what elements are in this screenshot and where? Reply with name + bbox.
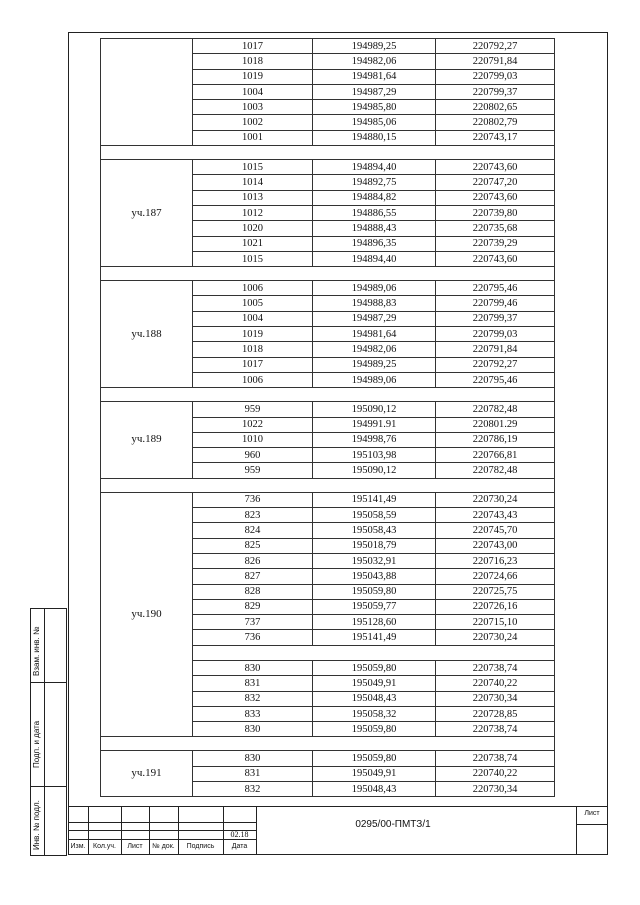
y-coordinate: 220792,27 <box>436 357 555 372</box>
point-number: 830 <box>193 660 313 675</box>
x-coordinate: 194989,25 <box>313 357 436 372</box>
point-number: 1015 <box>193 251 313 266</box>
point-number: 959 <box>193 463 313 478</box>
x-coordinate: 194880,15 <box>313 130 436 145</box>
x-coordinate: 195059,77 <box>313 599 436 614</box>
plot-label: уч.187 <box>101 160 193 267</box>
point-number: 831 <box>193 766 313 781</box>
y-coordinate: 220743,60 <box>436 251 555 266</box>
y-coordinate: 220782,48 <box>436 463 555 478</box>
point-number: 1020 <box>193 221 313 236</box>
point-number: 832 <box>193 782 313 797</box>
table-row <box>101 751 555 766</box>
x-coordinate: 195090,12 <box>313 402 436 417</box>
point-number: 959 <box>193 402 313 417</box>
x-coordinate: 194981,64 <box>313 69 436 84</box>
y-coordinate: 220743,60 <box>436 160 555 175</box>
point-number: 833 <box>193 706 313 721</box>
y-coordinate: 220738,74 <box>436 722 555 737</box>
x-coordinate: 195059,80 <box>313 584 436 599</box>
x-coordinate: 194998,76 <box>313 432 436 447</box>
y-coordinate: 220725,75 <box>436 584 555 599</box>
y-coordinate: 220795,46 <box>436 281 555 296</box>
point-number: 1019 <box>193 69 313 84</box>
point-number: 830 <box>193 722 313 737</box>
point-number: 1015 <box>193 160 313 175</box>
y-coordinate: 220743,60 <box>436 190 555 205</box>
point-number: 1017 <box>193 357 313 372</box>
point-number: 736 <box>193 630 313 645</box>
x-coordinate: 195103,98 <box>313 448 436 463</box>
point-number: 1012 <box>193 205 313 220</box>
y-coordinate: 220740,22 <box>436 766 555 781</box>
date-value: 02.18 <box>230 830 249 839</box>
y-coordinate: 220801.29 <box>436 417 555 432</box>
x-coordinate: 195141,49 <box>313 492 436 507</box>
x-coordinate: 194982,06 <box>313 342 436 357</box>
hdr-izm: Изм. <box>70 843 86 850</box>
hdr-list: Лист <box>127 843 143 850</box>
point-number: 826 <box>193 553 313 568</box>
x-coordinate: 194981,64 <box>313 327 436 342</box>
x-coordinate: 195048,43 <box>313 782 436 797</box>
y-coordinate: 220802,65 <box>436 100 555 115</box>
point-number: 1018 <box>193 342 313 357</box>
point-number: 1004 <box>193 311 313 326</box>
x-coordinate: 195090,12 <box>313 463 436 478</box>
inv-podl-label: Инв. № подл. <box>32 800 41 850</box>
x-coordinate: 195058,32 <box>313 706 436 721</box>
plot-label: уч.190 <box>101 492 193 737</box>
y-coordinate: 220792,27 <box>436 39 555 54</box>
table-row <box>101 281 555 296</box>
table-row <box>101 160 555 175</box>
point-number: 832 <box>193 691 313 706</box>
y-coordinate: 220743,43 <box>436 508 555 523</box>
y-coordinate: 220799,46 <box>436 296 555 311</box>
x-coordinate: 194886,55 <box>313 205 436 220</box>
hdr-podpis: Подпись <box>186 843 215 850</box>
x-coordinate: 195058,43 <box>313 523 436 538</box>
point-number: 827 <box>193 569 313 584</box>
hdr-n-dok: № док. <box>152 843 175 850</box>
y-coordinate: 220730,24 <box>436 630 555 645</box>
x-coordinate: 195059,80 <box>313 751 436 766</box>
group-separator <box>101 388 555 402</box>
y-coordinate: 220730,34 <box>436 782 555 797</box>
x-coordinate: 194892,75 <box>313 175 436 190</box>
plot-label: уч.188 <box>101 281 193 388</box>
x-coordinate: 194982,06 <box>313 54 436 69</box>
point-number: 831 <box>193 676 313 691</box>
document-number: 0295/00-ПМТЗ/1 <box>355 819 431 830</box>
point-number: 1021 <box>193 236 313 251</box>
y-coordinate: 220724,66 <box>436 569 555 584</box>
table-row <box>101 492 555 507</box>
title-block <box>68 806 608 855</box>
y-coordinate: 220791,84 <box>436 54 555 69</box>
empty-row <box>193 645 555 660</box>
x-coordinate: 195059,80 <box>313 722 436 737</box>
point-number: 1013 <box>193 190 313 205</box>
sheet-label: Лист <box>584 810 600 817</box>
point-number: 1022 <box>193 417 313 432</box>
x-coordinate: 195049,91 <box>313 676 436 691</box>
point-number: 1001 <box>193 130 313 145</box>
point-number: 1003 <box>193 100 313 115</box>
y-coordinate: 220730,24 <box>436 492 555 507</box>
x-coordinate: 194989,25 <box>313 39 436 54</box>
y-coordinate: 220791,84 <box>436 342 555 357</box>
plot-label: уч.189 <box>101 402 193 478</box>
point-number: 1004 <box>193 84 313 99</box>
table-row <box>101 39 555 54</box>
y-coordinate: 220799,03 <box>436 69 555 84</box>
y-coordinate: 220782,48 <box>436 402 555 417</box>
y-coordinate: 220799,37 <box>436 84 555 99</box>
point-number: 1014 <box>193 175 313 190</box>
point-number: 1017 <box>193 39 313 54</box>
y-coordinate: 220739,29 <box>436 236 555 251</box>
y-coordinate: 220747,20 <box>436 175 555 190</box>
x-coordinate: 195018,79 <box>313 538 436 553</box>
y-coordinate: 220745,70 <box>436 523 555 538</box>
margin-stamp-value-column <box>44 608 67 856</box>
point-number: 1002 <box>193 115 313 130</box>
point-number: 737 <box>193 615 313 630</box>
y-coordinate: 220738,74 <box>436 751 555 766</box>
point-number: 823 <box>193 508 313 523</box>
y-coordinate: 220715,10 <box>436 615 555 630</box>
group-separator <box>101 478 555 492</box>
x-coordinate: 194985,80 <box>313 100 436 115</box>
x-coordinate: 194896,35 <box>313 236 436 251</box>
y-coordinate: 220743,17 <box>436 130 555 145</box>
point-number: 736 <box>193 492 313 507</box>
point-number: 1006 <box>193 281 313 296</box>
x-coordinate: 195048,43 <box>313 691 436 706</box>
y-coordinate: 220795,46 <box>436 372 555 387</box>
point-number: 829 <box>193 599 313 614</box>
y-coordinate: 220786,19 <box>436 432 555 447</box>
y-coordinate: 220766,81 <box>436 448 555 463</box>
point-number: 1019 <box>193 327 313 342</box>
x-coordinate: 195049,91 <box>313 766 436 781</box>
x-coordinate: 194888,43 <box>313 221 436 236</box>
group-separator <box>101 146 555 160</box>
x-coordinate: 194989,06 <box>313 281 436 296</box>
y-coordinate: 220799,37 <box>436 311 555 326</box>
y-coordinate: 220802,79 <box>436 115 555 130</box>
x-coordinate: 195128,60 <box>313 615 436 630</box>
y-coordinate: 220726,16 <box>436 599 555 614</box>
group-separator <box>101 737 555 751</box>
x-coordinate: 194985,06 <box>313 115 436 130</box>
y-coordinate: 220739,80 <box>436 205 555 220</box>
margin-stamp <box>30 608 67 856</box>
x-coordinate: 194991.91 <box>313 417 436 432</box>
x-coordinate: 194987,29 <box>313 311 436 326</box>
x-coordinate: 195043,88 <box>313 569 436 584</box>
x-coordinate: 194989,06 <box>313 372 436 387</box>
x-coordinate: 194987,29 <box>313 84 436 99</box>
x-coordinate: 195141,49 <box>313 630 436 645</box>
group-separator <box>101 267 555 281</box>
podp-data-label: Подп. и дата <box>32 720 41 768</box>
point-number: 828 <box>193 584 313 599</box>
hdr-kol-uch: Кол.уч. <box>93 843 116 850</box>
plot-label: уч.191 <box>101 751 193 797</box>
y-coordinate: 220740,22 <box>436 676 555 691</box>
point-number: 1005 <box>193 296 313 311</box>
y-coordinate: 220716,23 <box>436 553 555 568</box>
vzam-inv-label: Взам. инв. № <box>32 626 41 676</box>
y-coordinate: 220728,85 <box>436 706 555 721</box>
y-coordinate: 220738,74 <box>436 660 555 675</box>
y-coordinate: 220743,00 <box>436 538 555 553</box>
x-coordinate: 195059,80 <box>313 660 436 675</box>
x-coordinate: 194884,82 <box>313 190 436 205</box>
y-coordinate: 220730,34 <box>436 691 555 706</box>
y-coordinate: 220799,03 <box>436 327 555 342</box>
coordinates-table <box>100 38 555 797</box>
point-number: 960 <box>193 448 313 463</box>
point-number: 824 <box>193 523 313 538</box>
x-coordinate: 194988,83 <box>313 296 436 311</box>
point-number: 825 <box>193 538 313 553</box>
y-coordinate: 220735,68 <box>436 221 555 236</box>
x-coordinate: 195032,91 <box>313 553 436 568</box>
x-coordinate: 194894,40 <box>313 160 436 175</box>
point-number: 1010 <box>193 432 313 447</box>
point-number: 830 <box>193 751 313 766</box>
x-coordinate: 195058,59 <box>313 508 436 523</box>
table-row <box>101 402 555 417</box>
point-number: 1006 <box>193 372 313 387</box>
hdr-data: Дата <box>231 843 248 850</box>
x-coordinate: 194894,40 <box>313 251 436 266</box>
point-number: 1018 <box>193 54 313 69</box>
plot-label <box>101 39 193 146</box>
